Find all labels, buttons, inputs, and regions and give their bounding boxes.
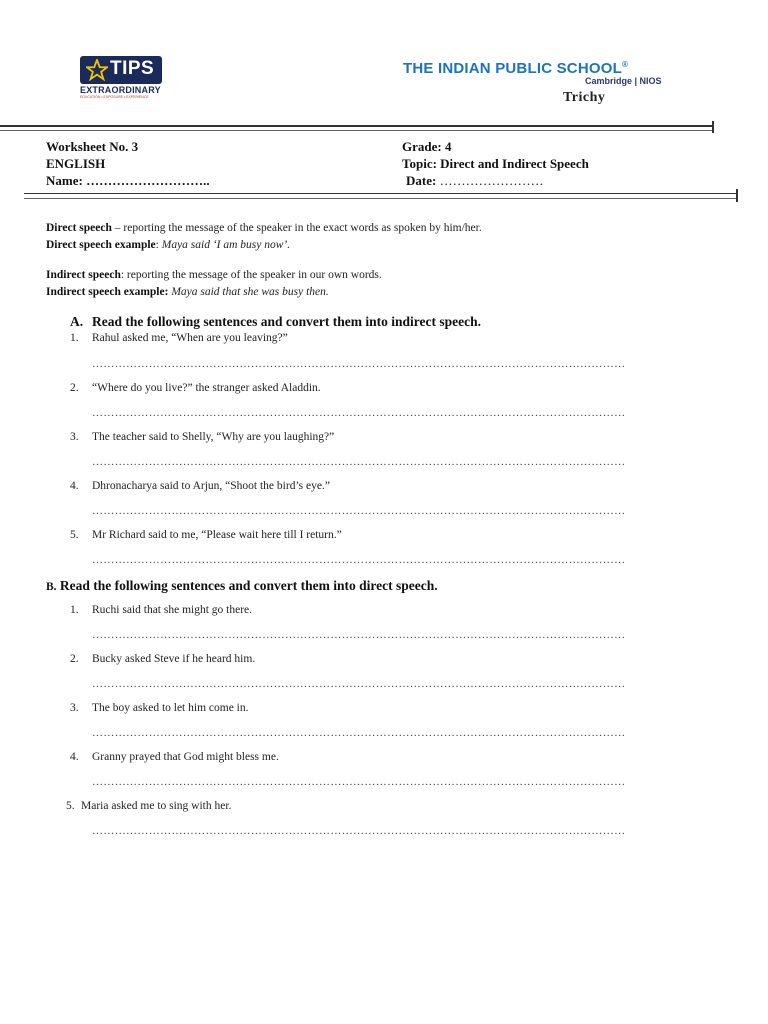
answer-line[interactable]: ……………………………………………………………………………………………………………………………	[92, 407, 626, 419]
direct-example-label: Direct speech example	[46, 239, 156, 251]
date-field	[406, 173, 544, 189]
school-name	[403, 60, 628, 77]
item-number: 4.	[70, 751, 79, 763]
registered-mark: ®	[621, 60, 629, 69]
tips-logo	[80, 56, 164, 98]
item-number: 3.	[70, 702, 79, 714]
name-label: Name:	[46, 173, 87, 188]
item-text: Maria asked me to sing with her.	[81, 800, 232, 812]
list-item	[70, 332, 288, 344]
answer-line[interactable]: ……………………………………………………………………………………………………………………………	[92, 678, 626, 690]
school-city: Trichy	[563, 90, 606, 105]
indirect-speech-def: : reporting the message of the speaker in our own words.	[120, 269, 382, 281]
indirect-speech-term: Indirect speech	[46, 269, 121, 281]
tips-subtag: EDUCATION • EXPOSURE • EXPERIENCE	[80, 95, 149, 99]
meta-rule-bottom	[24, 198, 738, 199]
answer-line[interactable]: ……………………………………………………………………………………………………………………………	[92, 727, 626, 739]
answer-line[interactable]: ……………………………………………………………………………………………………………………………	[92, 358, 626, 370]
list-item	[70, 382, 321, 394]
answer-line[interactable]: ……………………………………………………………………………………………………………………………	[92, 776, 626, 788]
name-field	[46, 173, 210, 189]
list-item	[70, 702, 249, 714]
indirect-speech-definition	[46, 269, 382, 281]
section-b-marker: B.	[46, 581, 57, 593]
direct-speech-example	[46, 239, 290, 251]
list-item	[70, 604, 252, 616]
date-blank: ……………………	[439, 173, 544, 188]
indirect-speech-example	[46, 286, 329, 298]
list-item	[70, 751, 279, 763]
section-b-title	[46, 578, 438, 594]
item-number: 1.	[70, 604, 79, 616]
header-rule-bottom	[0, 130, 714, 131]
answer-line[interactable]: ……………………………………………………………………………………………………………………………	[92, 505, 626, 517]
item-text: Dhronacharya said to Arjun, “Shoot the bird’s eye.”	[92, 480, 330, 492]
direct-speech-term: Direct speech	[46, 222, 112, 234]
school-boards: Cambridge | NIOS	[585, 76, 662, 86]
grade: Grade: 4	[402, 139, 452, 154]
list-item	[70, 653, 255, 665]
item-number: 3.	[70, 431, 79, 443]
meta-rule-end	[736, 189, 738, 202]
section-a-marker: A.	[70, 314, 84, 329]
answer-line[interactable]: ……………………………………………………………………………………………………………………………	[92, 629, 626, 641]
tips-logo-box	[80, 56, 162, 84]
section-a-title	[70, 314, 481, 330]
school-name-text: THE INDIAN PUBLIC SCHOOL	[403, 60, 622, 77]
list-item	[66, 800, 231, 812]
subject: ENGLISH	[46, 156, 106, 171]
item-text: Granny prayed that God might bless me.	[92, 751, 279, 763]
item-number: 4.	[70, 480, 79, 492]
list-item	[70, 529, 342, 541]
item-text: Ruchi said that she might go there.	[92, 604, 253, 616]
direct-speech-def: – reporting the message of the speaker in the exact words as spoken by him/her.	[111, 222, 482, 234]
topic: Topic: Direct and Indirect Speech	[402, 156, 589, 171]
date-label: Date:	[406, 173, 440, 188]
item-text: Bucky asked Steve if he heard him.	[92, 653, 256, 665]
section-b-heading: Read the following sentences and convert them into direct speech.	[59, 578, 438, 593]
item-number: 2.	[70, 382, 79, 394]
answer-line[interactable]: ……………………………………………………………………………………………………………………………	[92, 825, 626, 837]
direct-example-sep: :	[155, 239, 162, 251]
item-number: 1.	[70, 332, 79, 344]
list-item	[70, 480, 330, 492]
item-text: The teacher said to Shelly, “Why are you laughing?”	[92, 431, 335, 443]
answer-line[interactable]: ……………………………………………………………………………………………………………………………	[92, 554, 626, 566]
item-text: Mr Richard said to me, “Please wait here till I return.”	[92, 529, 342, 541]
direct-example-text: Maya said ‘I am busy now’.	[161, 239, 291, 251]
list-item	[70, 431, 334, 443]
star-icon	[86, 59, 108, 81]
item-number: 5.	[70, 529, 79, 541]
name-blank: ………………………..	[86, 173, 210, 188]
indirect-example-label: Indirect speech example:	[46, 286, 169, 298]
tips-tagline: EXTRAORDINARY	[80, 85, 161, 95]
header-rule-end	[712, 121, 714, 133]
header-rule-top	[0, 125, 714, 127]
item-number: 5.	[66, 800, 75, 812]
indirect-example-text: Maya said that she was busy then.	[168, 286, 329, 298]
item-number: 2.	[70, 653, 79, 665]
meta-rule-top	[24, 193, 738, 194]
section-a-heading: Read the following sentences and convert them into indirect speech.	[92, 314, 481, 329]
item-text: The boy asked to let him come in.	[92, 702, 249, 714]
item-text: Rahul asked me, “When are you leaving?”	[92, 332, 288, 344]
worksheet-number: Worksheet No. 3	[46, 139, 139, 154]
direct-speech-definition	[46, 222, 482, 234]
tips-brand: TIPS	[110, 58, 155, 79]
answer-line[interactable]: ……………………………………………………………………………………………………………………………	[92, 456, 626, 468]
item-text: “Where do you live?” the stranger asked Aladdin.	[92, 382, 321, 394]
